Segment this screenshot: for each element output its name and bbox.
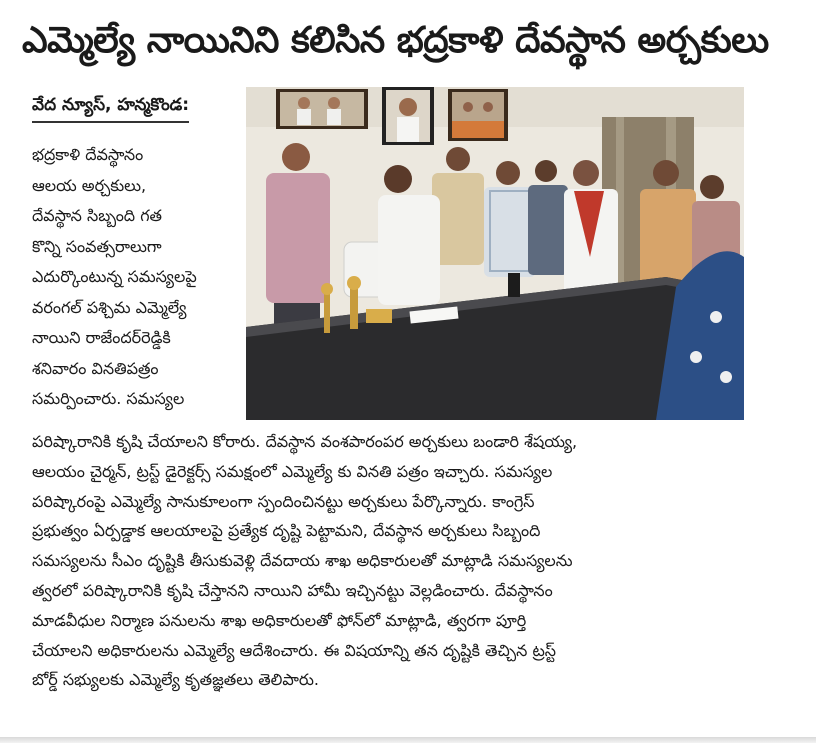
body-line: బోర్డ్ సభ్యులకు ఎమ్మెల్యే కృతజ్ఞతలు తెలిపారు. xyxy=(32,670,319,690)
column-line: నాయిని రాజేందర్‌రెడ్డికి xyxy=(32,328,171,347)
wall-frame xyxy=(276,89,368,129)
body-line: మాడవీధుల నిర్మాణ పనులను శాఖ అధికారులతో ఫోన్‌లో మాట్లాడి, త్వరగా పూర్తి xyxy=(32,610,527,630)
body-line: సమస్యలను సీఎం దృష్టికి తీసుకువెళ్లి దేవదాయ శాఖ అధికారులతో మాట్లాడి సమస్యలను xyxy=(32,551,573,571)
news-photo-illustration xyxy=(246,87,744,420)
body-line: పరిష్కారంపై ఎమ్మెల్యే సానుకూలంగా స్పందించినట్టు అర్చకులు పేర్కొన్నారు. కాంగ్రెస్ xyxy=(32,491,535,511)
footer-divider xyxy=(0,737,816,743)
body-line: చేయాలని అధికారులను ఎమ్మెల్యే ఆదేశించారు. ఈ విషయాన్ని తన దృష్టికి తెచ్చిన ట్రస్ట్ xyxy=(32,640,557,660)
column-line: దేవస్థాన సిబ్బంది గత xyxy=(32,206,162,225)
wall-frame xyxy=(448,89,508,141)
body-line: త్వరలో పరిష్కారానికి కృషి చేస్తానని నాయిని హామీ ఇచ్చినట్టు వెల్లడించారు. దేవస్థానం xyxy=(32,580,553,600)
body-column-paragraph xyxy=(32,140,238,415)
wall-frame xyxy=(382,87,434,145)
body-line: పరిష్కారానికి కృషి చేయాలని కోరారు. దేవస్థాన వంశపారంపర అర్చకులు బండారి శేషయ్య, xyxy=(32,432,578,451)
body-full-width-paragraph xyxy=(32,427,772,695)
headline: ఎమ్మెల్యే నాయినిని కలిసిన భద్రకాళి దేవస్థాన అర్చకులు xyxy=(22,20,769,61)
column-line: వరంగల్ పశ్చిమ ఎమ్మెల్యే xyxy=(32,297,187,317)
column-line: సమర్పించారు. సమస్యల xyxy=(32,389,185,408)
dateline: వేద న్యూస్, హన్మకొండ: xyxy=(32,95,189,123)
column-line: ఆలయ అర్చకులు, xyxy=(32,175,147,195)
body-line: ప్రభుత్వం ఏర్పడ్డాక ఆలయాలపై ప్రత్యేక దృష్టి పెట్టామని, దేవస్థాన అర్చకులు సిబ్బంది xyxy=(32,521,541,541)
body-line: ఆలయం చైర్మన్, ట్రస్ట్ డైరెక్టర్స్ సమక్షంలో ఎమ్మెల్యే కు వినతి పత్రం ఇచ్చారు. సమస్యల xyxy=(32,461,553,481)
column-line: శనివారం వినతిపత్రం xyxy=(32,358,159,378)
column-line: కొన్ని సంవత్సరాలుగా xyxy=(32,236,162,256)
column-line: భద్రకాళి దేవస్థానం xyxy=(32,145,144,164)
news-photo xyxy=(246,87,744,420)
column-line: ఎదుర్కొంటున్న సమస్యలపై xyxy=(32,267,197,286)
